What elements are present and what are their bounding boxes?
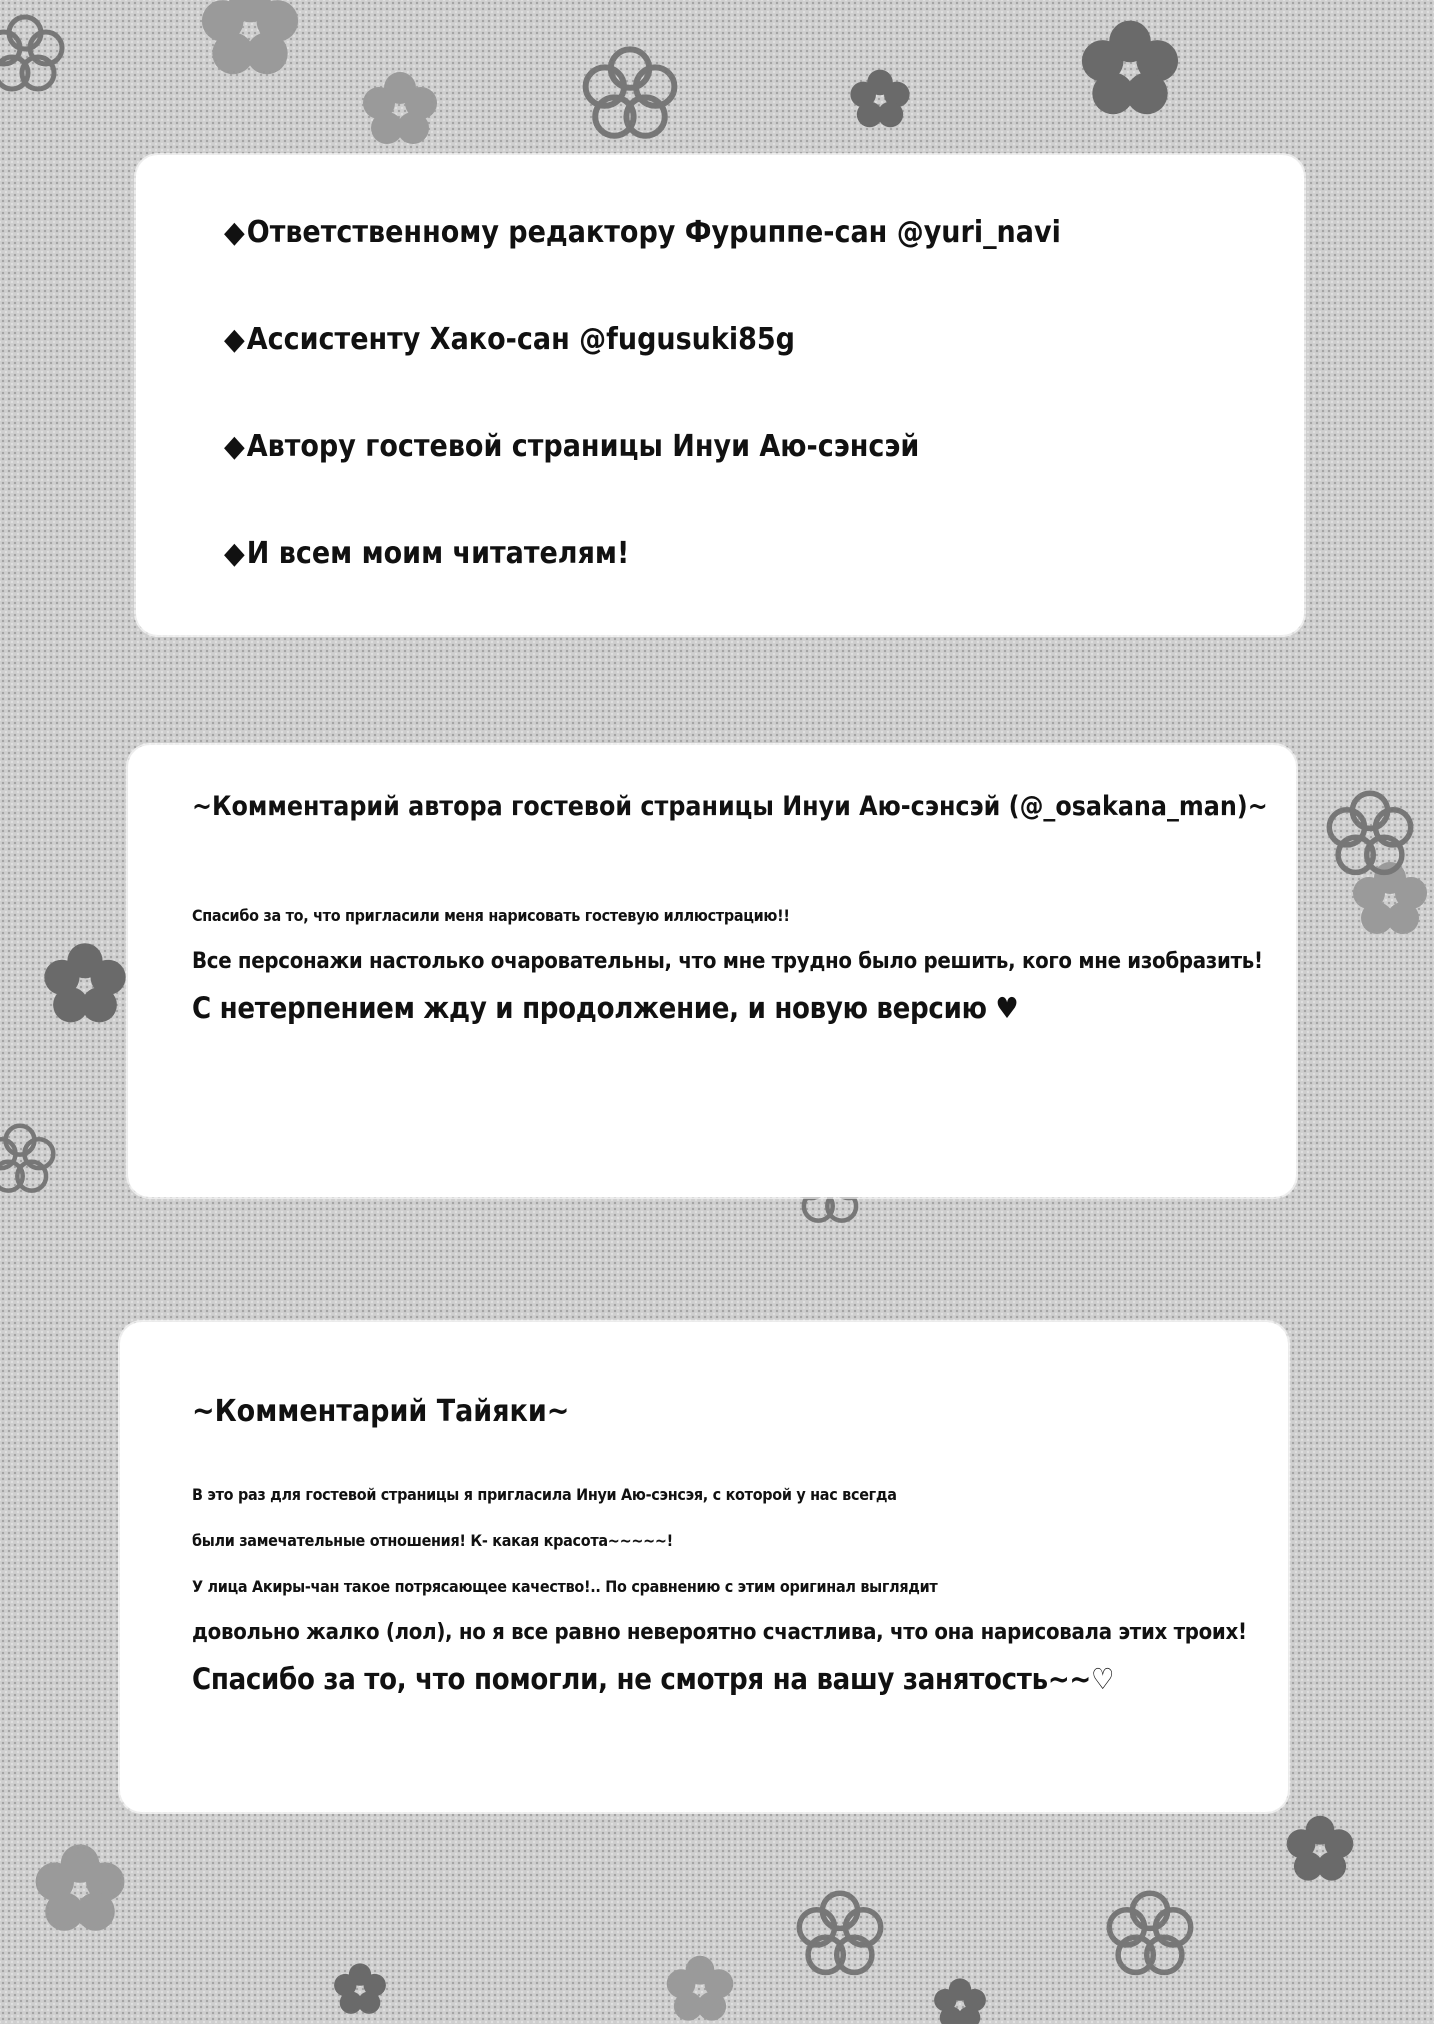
thanks-item-guest-artist (224, 429, 919, 464)
guest-comment-panel (128, 745, 1296, 1197)
guest-comment-line: Спасибо за то, что пригласили меня нарисовать гостевую иллюстрацию!! (192, 906, 790, 925)
author-comment-line: У лица Акиры-чан такое потрясающее качество!.. По сравнению с этим оригинал выглядит (192, 1577, 938, 1596)
thanks-text: Автору гостевой страницы Инуи Аю-сэнсэй (246, 429, 920, 464)
guest-comment-line: Все персонажи настолько очаровательны, что мне трудно было решить, кого мне изобразить! (192, 949, 1263, 974)
thanks-text: Ответственному редактору Фурuппе-сан @yuri_navi (246, 215, 1061, 250)
author-comment-body (192, 1472, 1247, 1702)
thanks-text: И всем моим читателям! (246, 536, 630, 571)
author-comment-line: Спасибо за то, что помогли, не смотря на вашу занятость~~♡ (192, 1662, 1115, 1696)
diamond-bullet-icon: ◆ (224, 429, 245, 464)
guest-comment-line: С нетерпением жду и продолжение, и новую версию ♥ (192, 991, 1019, 1025)
author-comment-line: довольно жалко (лол), но я все равно невероятно счастлива, что она нарисовала этих троих! (192, 1620, 1247, 1645)
thanks-item-editor (224, 215, 1061, 250)
diamond-bullet-icon: ◆ (224, 536, 245, 571)
diamond-bullet-icon: ◆ (224, 215, 245, 250)
guest-comment-heading: ~Комментарий автора гостевой страницы Инуи Аю-сэнсэй (@_osakana_man)~ (192, 791, 1268, 822)
thanks-panel (136, 155, 1304, 635)
thanks-item-assistant (224, 322, 795, 357)
thanks-text: Ассистенту Хако-сан @fugusuki85g (246, 322, 795, 357)
author-comment-line: В это раз для гостевой страницы я пригласила Инуи Аю-сэнсэя, с которой у нас всегда (192, 1485, 897, 1504)
author-comment-heading: ~Комментарий Тайяки~ (192, 1394, 570, 1429)
author-comment-line: были замечательные отношения! К- какая красота~~~~~! (192, 1531, 673, 1550)
author-comment-panel (120, 1322, 1288, 1812)
guest-comment-body (192, 893, 1263, 1031)
thanks-item-readers (224, 536, 629, 571)
diamond-bullet-icon: ◆ (224, 322, 245, 357)
